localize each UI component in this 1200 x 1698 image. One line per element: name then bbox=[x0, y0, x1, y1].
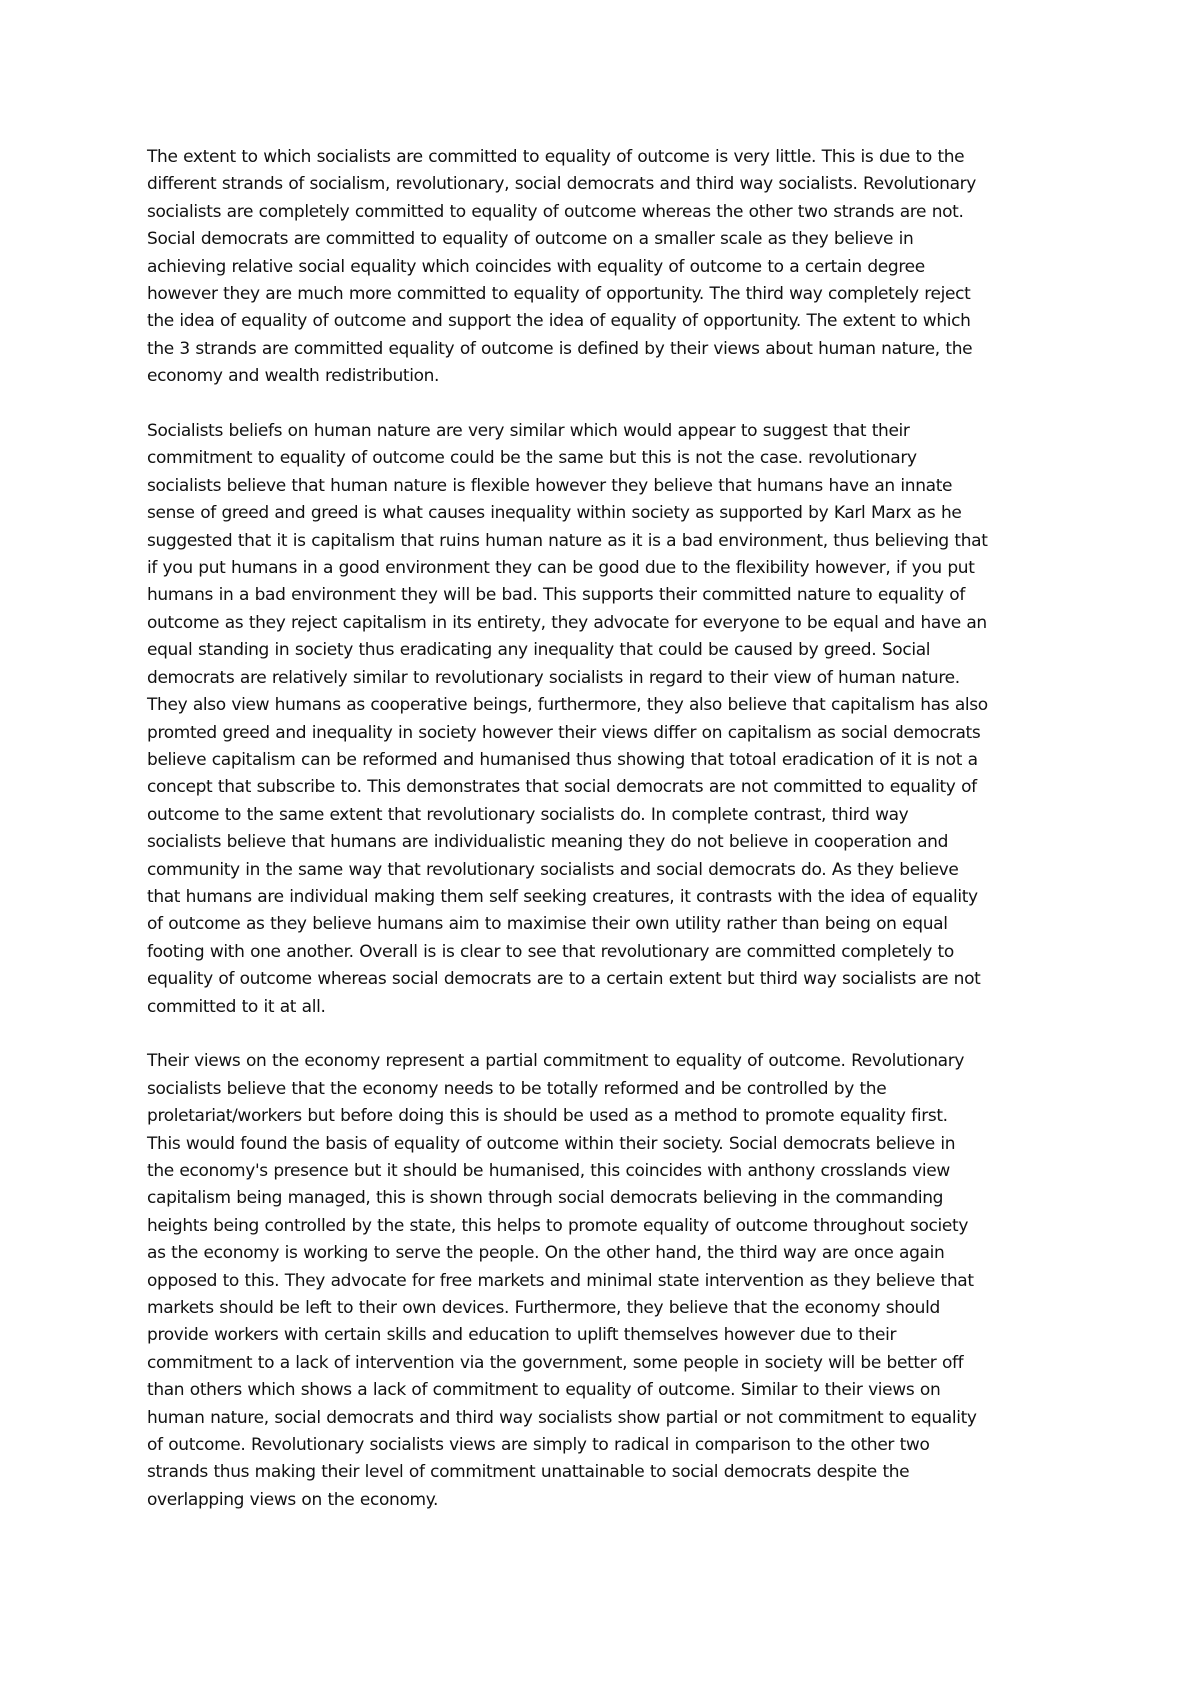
text-line: socialists believe that the economy needs to be totally reformed and be controlled by the bbox=[147, 1078, 887, 1099]
text-line: of outcome as they believe humans aim to maximise their own utility rather than being on equal bbox=[147, 914, 948, 935]
text-line: sense of greed and greed is what causes inequality within society as supported by Karl Marx as he bbox=[147, 503, 962, 524]
text-line: They also view humans as cooperative beings, furthermore, they also believe that capitalism has also bbox=[147, 695, 988, 716]
text-line: opposed to this. They advocate for free markets and minimal state intervention as they believe that bbox=[147, 1270, 974, 1291]
text-line: outcome as they reject capitalism in its entirety, they advocate for everyone to be equal and have an bbox=[147, 612, 987, 633]
text-line: The extent to which socialists are committed to equality of outcome is very little. This is due to the bbox=[147, 147, 965, 167]
text-line: footing with one another. Overall is is clear to see that revolutionary are committed completely to bbox=[147, 941, 954, 962]
text-line: community in the same way that revolutionary socialists and social democrats do. As they believe bbox=[147, 859, 959, 880]
text-line: as the economy is working to serve the people. On the other hand, the third way are once again bbox=[147, 1243, 945, 1264]
text-line: promted greed and inequality in society however their views differ on capitalism as social democrats bbox=[147, 722, 981, 743]
text-line: capitalism being managed, this is shown through social democrats believing in the commanding bbox=[147, 1188, 944, 1209]
text-line: provide workers with certain skills and education to uplift themselves however due to their bbox=[147, 1325, 897, 1346]
text-line: socialists believe that humans are individualistic meaning they do not believe in cooperation and bbox=[147, 832, 949, 853]
text-line: socialists believe that human nature is flexible however they believe that humans have an innate bbox=[147, 475, 953, 496]
text-line: committed to it at all. bbox=[147, 996, 326, 1017]
text-line: the 3 strands are committed equality of outcome is defined by their views about human nature, the bbox=[147, 338, 973, 359]
text-line: commitment to a lack of intervention via the government, some people in society will be better off bbox=[147, 1352, 964, 1373]
text-line: socialists are completely committed to equality of outcome whereas the other two strands are not. bbox=[147, 201, 964, 222]
text-line: if you put humans in a good environment they can be good due to the flexibility however, if you put bbox=[147, 558, 975, 579]
text-line: heights being controlled by the state, this helps to promote equality of outcome throughout society bbox=[147, 1215, 969, 1236]
text-line: that humans are individual making them self seeking creatures, it contrasts with the idea of equality bbox=[147, 886, 978, 907]
text-line: believe capitalism can be reformed and humanised thus showing that totoal eradication of it is not a bbox=[147, 749, 978, 770]
text-line: achieving relative social equality which coincides with equality of outcome to a certain degree bbox=[147, 256, 925, 277]
text-line: strands thus making their level of commitment unattainable to social democrats despite the bbox=[147, 1462, 910, 1483]
text-line: outcome to the same extent that revolutionary socialists do. In complete contrast, third way bbox=[147, 804, 909, 825]
text-line: concept that subscribe to. This demonstrates that social democrats are not committed to equality of bbox=[147, 777, 977, 798]
paragraph-1 bbox=[147, 144, 1069, 391]
text-line: commitment to equality of outcome could be the same but this is not the case. revolutionary bbox=[147, 448, 917, 469]
text-line: humans in a bad environment they will be bad. This supports their committed nature to equality of bbox=[147, 585, 965, 606]
text-line: democrats are relatively similar to revolutionary socialists in regard to their view of human nature. bbox=[147, 667, 960, 688]
text-line: This would found the basis of equality of outcome within their society. Social democrats believe in bbox=[147, 1133, 956, 1154]
essay-body bbox=[147, 144, 1069, 1542]
text-line: different strands of socialism, revolutionary, social democrats and third way socialists. Revolutionary bbox=[147, 174, 977, 195]
text-line: Social democrats are committed to equality of outcome on a smaller scale as they believe in bbox=[147, 229, 914, 250]
text-line: equal standing in society thus eradicating any inequality that could be caused by greed. Social bbox=[147, 640, 931, 661]
text-line: suggested that it is capitalism that ruins human nature as it is a bad environment, thus believing that bbox=[147, 530, 988, 551]
text-line: human nature, social democrats and third way socialists show partial or not commitment to equality bbox=[147, 1407, 977, 1428]
paragraph-3 bbox=[147, 1048, 1069, 1514]
text-line: proletariat/workers but before doing this is should be used as a method to promote equality first. bbox=[147, 1106, 948, 1127]
text-line: than others which shows a lack of commitment to equality of outcome. Similar to their views on bbox=[147, 1380, 941, 1401]
text-line: however they are much more committed to equality of opportunity. The third way completely reject bbox=[147, 284, 971, 305]
text-line: overlapping views on the economy. bbox=[147, 1489, 439, 1510]
text-line: the idea of equality of outcome and support the idea of equality of opportunity. The extent to which bbox=[147, 311, 971, 332]
text-line: Socialists beliefs on human nature are very similar which would appear to suggest that their bbox=[147, 421, 910, 442]
text-line: the economy's presence but it should be humanised, this coincides with anthony crosslands view bbox=[147, 1161, 950, 1181]
text-line: equality of outcome whereas social democrats are to a certain extent but third way socialists are not bbox=[147, 969, 981, 990]
text-line: markets should be left to their own devices. Furthermore, they believe that the economy should bbox=[147, 1298, 940, 1319]
text-line: Their views on the economy represent a partial commitment to equality of outcome. Revolutionary bbox=[147, 1051, 965, 1072]
text-line: of outcome. Revolutionary socialists views are simply to radical in comparison to the other two bbox=[147, 1435, 930, 1456]
paragraph-2 bbox=[147, 418, 1069, 1021]
text-line: economy and wealth redistribution. bbox=[147, 366, 440, 387]
